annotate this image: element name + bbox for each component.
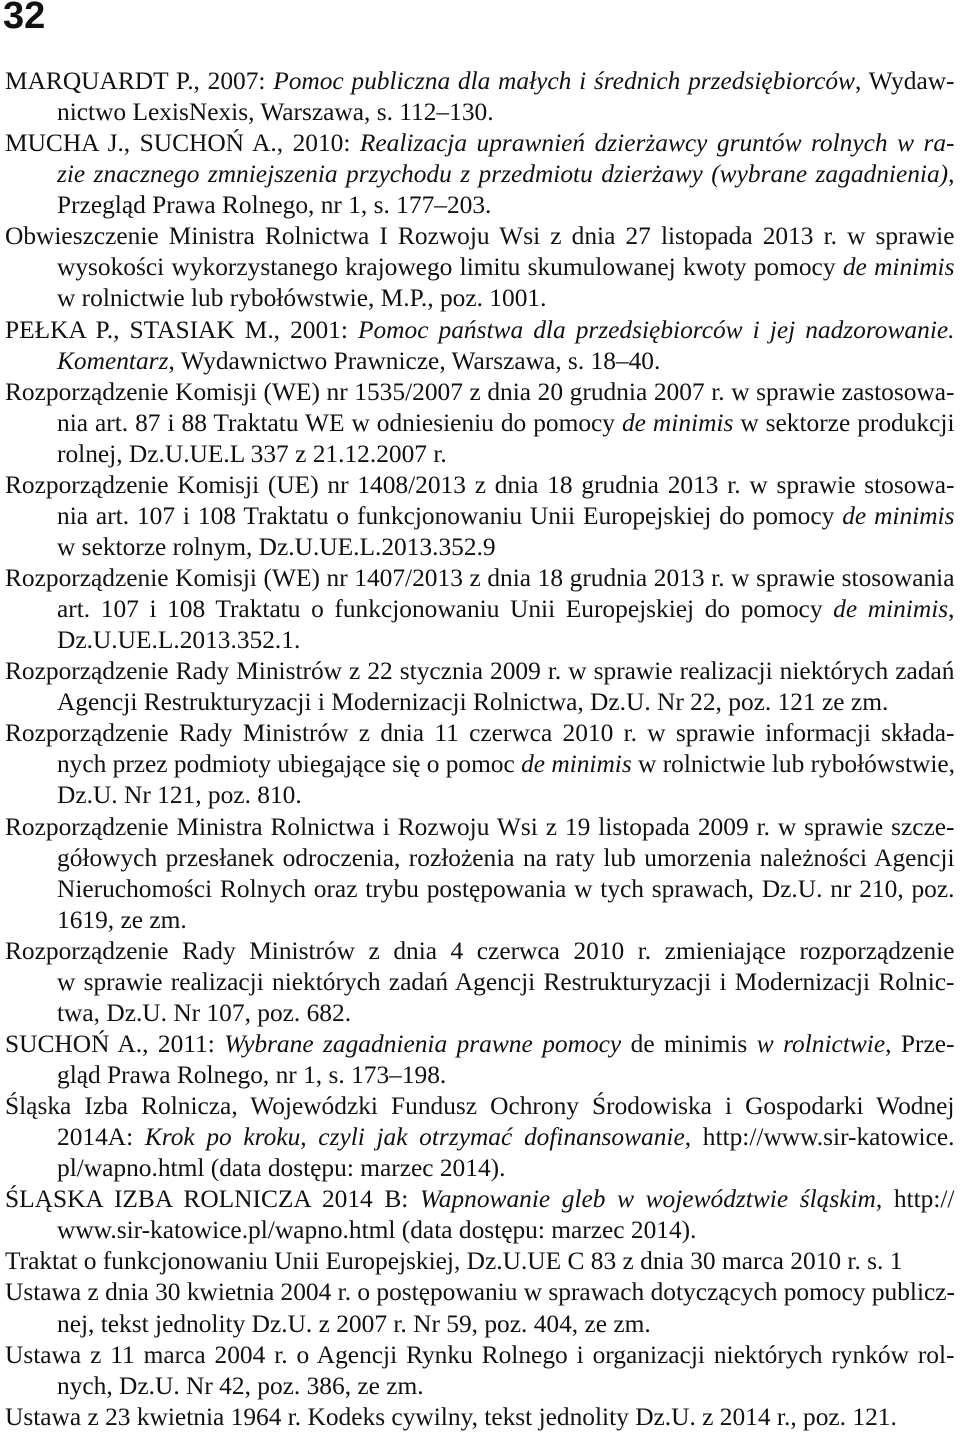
reference-text: nych przez podmioty ubiegające się o pomoc: [57, 750, 522, 779]
reference-line: [5, 967, 955, 998]
reference-line: [5, 1309, 955, 1340]
reference-line-text: [5, 377, 955, 408]
reference-text: MUCHA J., SUCHOŃ A., 2010:: [5, 129, 360, 158]
reference-line-text: [57, 1309, 651, 1340]
reference-italic-text: de minimis: [521, 750, 632, 779]
reference-line-text: [5, 1091, 955, 1122]
reference-text: twa, Dz.U. Nr 107, poz. 682.: [57, 998, 352, 1027]
reference-line-text: [5, 812, 955, 843]
reference-line: [5, 1122, 955, 1153]
reference-line-text: [5, 1340, 955, 1371]
reference-text: ŚLĄSKA IZBA ROLNICZA 2014 B:: [5, 1185, 420, 1214]
reference-line: [5, 1060, 955, 1091]
reference-line-text: [57, 1371, 424, 1402]
reference-text: Rozporządzenie Rady Ministrów z dnia 4 czerwca 2010 r. zmieniające rozporządzenie: [5, 936, 955, 965]
reference-text: nej, tekst jednolity Dz.U. z 2007 r. Nr 59, poz. 404, ze zm.: [57, 1309, 651, 1338]
reference-line-text: [57, 594, 955, 625]
bibliography: [5, 66, 955, 1433]
reference-line-text: [57, 532, 496, 563]
reference-entry: [5, 470, 955, 563]
reference-line: [5, 812, 955, 843]
reference-line: [5, 1340, 955, 1371]
reference-line-text: [57, 1122, 954, 1153]
reference-line-text: [57, 501, 954, 532]
reference-line-text: [5, 718, 955, 749]
reference-entry: [5, 656, 955, 718]
reference-line-text: [57, 843, 955, 874]
reference-text: nych, Dz.U. Nr 42, poz. 386, ze zm.: [57, 1371, 424, 1400]
reference-text: Rozporządzenie Komisji (WE) nr 1407/2013 z dnia 18 grudnia 2013 r. w sprawie stosowania: [5, 564, 955, 592]
reference-line: [5, 625, 955, 656]
reference-text: Traktat o funkcjonowaniu Unii Europejskiej, Dz.U.UE C 83 z dnia 30 marca 2010 r. s. 1: [5, 1247, 903, 1276]
reference-text: w rolnictwie lub rybołówstwie,: [631, 750, 955, 779]
reference-text: rolnej, Dz.U.UE.L 337 z 21.12.2007 r.: [57, 439, 447, 468]
reference-text: w sektorze produkcji: [733, 408, 955, 437]
reference-line: [5, 1091, 955, 1122]
reference-line: [5, 1371, 955, 1402]
reference-text: PEŁKA P., STASIAK M., 2001:: [5, 315, 358, 344]
reference-line-text: [57, 625, 300, 656]
reference-text: nictwo LexisNexis, Warszawa, s. 112–130.: [57, 98, 494, 127]
reference-text: gółowych przesłanek odroczenia, rozłożenia na raty lub umorzenia należności Agencji: [57, 843, 955, 872]
reference-text: , Wydaw-: [855, 67, 955, 95]
reference-italic-text: w rolnictwie: [756, 1029, 886, 1058]
reference-italic-text: de minimis: [621, 408, 734, 437]
reference-line: [5, 1277, 955, 1308]
reference-text: Rozporządzenie Rady Ministrów z dnia 11 czerwca 2010 r. w sprawie informacji składa-: [5, 719, 955, 748]
reference-text: Śląska Izba Rolnicza, Wojewódzki Fundusz Ochrony Środowiska i Gospodarki Wodnej: [5, 1092, 955, 1121]
reference-text: Ustawa z 11 marca 2004 r. o Agencji Rynku Rolnego i organizacji niektórych rynków rol-: [5, 1340, 955, 1369]
reference-entry: [5, 1029, 955, 1091]
reference-entry: [5, 128, 955, 221]
reference-line-text: [57, 749, 955, 780]
reference-entry: [5, 66, 955, 128]
reference-italic-text: Wybrane zagadnienia prawne pomocy: [224, 1029, 622, 1058]
reference-line-text: [5, 1029, 955, 1060]
reference-italic-text: zie znacznego zmniejszenia przychodu z przedmiotu dzierżawy (wybrane zagadnienia): [57, 160, 949, 189]
reference-line: [5, 501, 955, 532]
reference-entry: [5, 221, 955, 314]
reference-text: w sektorze rolnym, Dz.U.UE.L.2013.352.9: [57, 532, 496, 561]
reference-text: w rolnictwie lub rybołówstwie, M.P., poz. 1001.: [57, 284, 547, 313]
reference-line: [5, 656, 955, 687]
reference-line-text: [57, 159, 955, 190]
reference-entry: [5, 315, 955, 377]
reference-line-text: [5, 1246, 902, 1277]
reference-line: [5, 190, 955, 221]
reference-italic-text: Krok po kroku, czyli jak otrzymać dofinansowanie: [144, 1123, 685, 1152]
reference-line: [5, 532, 955, 563]
reference-italic-text: de minimis: [842, 501, 955, 530]
reference-text: , Prze-: [885, 1029, 955, 1058]
reference-line: [5, 905, 955, 936]
reference-text: Rozporządzenie Komisji (WE) nr 1535/2007 z dnia 20 grudnia 2007 r. w sprawie zastosowa-: [5, 377, 955, 406]
reference-text: w sprawie realizacji niektórych zadań Agencji Restrukturyzacji i Modernizacji Rolnic-: [57, 967, 955, 996]
reference-entry: [5, 1184, 955, 1246]
reference-line-text: [57, 1153, 505, 1184]
reference-line-text: [57, 439, 447, 470]
reference-line: [5, 1029, 955, 1060]
reference-line-text: [57, 408, 955, 439]
reference-italic-text: Pomoc państwa dla przedsiębiorców i jej nadzorowanie.: [357, 315, 955, 344]
reference-line: [5, 780, 955, 811]
reference-line: [5, 346, 955, 377]
reference-italic-text: Komentarz: [57, 346, 169, 375]
reference-line: [5, 315, 955, 346]
reference-entry: [5, 936, 955, 1029]
reference-line-text: [5, 563, 955, 594]
reference-line: [5, 439, 955, 470]
reference-line-text: [5, 221, 955, 252]
reference-line-text: [57, 1060, 446, 1091]
reference-line: [5, 377, 955, 408]
reference-text: de minimis: [621, 1029, 757, 1058]
reference-line: [5, 159, 955, 190]
reference-line-text: [57, 252, 955, 283]
reference-line: [5, 749, 955, 780]
reference-line-text: [57, 190, 491, 221]
reference-italic-text: Pomoc publiczna dla małych i średnich przedsiębiorców: [273, 67, 855, 95]
reference-line-text: [5, 656, 955, 687]
reference-text: Agencji Restrukturyzacji i Modernizacji Rolnictwa, Dz.U. Nr 22, poz. 121 ze zm.: [57, 688, 889, 717]
reference-text: Dz.U. Nr 121, poz. 810.: [57, 781, 302, 810]
reference-italic-text: Realizacja uprawnień dzierżawcy gruntów rolnych w ra-: [359, 129, 955, 158]
reference-text: Rozporządzenie Komisji (UE) nr 1408/2013 z dnia 18 grudnia 2013 r. w sprawie stosowa-: [5, 470, 955, 499]
reference-text: MARQUARDT P., 2007:: [5, 67, 274, 95]
reference-text: Rozporządzenie Ministra Rolnictwa i Rozwoju Wsi z 19 listopada 2009 r. w sprawie szcze-: [5, 812, 955, 841]
reference-text: , Wydawnictwo Prawnicze, Warszawa, s. 18–40.: [168, 346, 661, 375]
reference-text: SUCHOŃ A., 2011:: [5, 1029, 225, 1058]
reference-line: [5, 998, 955, 1029]
reference-line: [5, 283, 955, 314]
reference-line: [5, 470, 955, 501]
reference-text: gląd Prawa Rolnego, nr 1, s. 173–198.: [57, 1061, 447, 1089]
reference-entry: [5, 377, 955, 470]
page-number: 32: [3, 0, 46, 37]
reference-line-text: [57, 905, 187, 936]
reference-line-text: [5, 1277, 955, 1308]
reference-line: [5, 1402, 955, 1433]
reference-line: [5, 843, 955, 874]
reference-text: Nieruchomości Rolnych oraz trybu postępowania w tych sprawach, Dz.U. nr 210, poz.: [57, 874, 955, 903]
reference-line-text: [5, 936, 955, 967]
reference-line-text: [57, 346, 660, 377]
reference-entry: [5, 718, 955, 811]
reference-line-text: [5, 1402, 897, 1433]
reference-line: [5, 687, 955, 718]
reference-line-text: [57, 97, 494, 128]
reference-line: [5, 221, 955, 252]
reference-text: Ustawa z dnia 30 kwietnia 2004 r. o postępowaniu w sprawach dotyczących pomocy publicz-: [5, 1278, 955, 1307]
reference-text: Rozporządzenie Rady Ministrów z 22 stycznia 2009 r. w sprawie realizacji niektórych zadań: [5, 657, 955, 686]
reference-line-text: [5, 1184, 955, 1215]
reference-entry: [5, 1402, 955, 1433]
reference-entry: [5, 1091, 955, 1184]
reference-entry: [5, 1246, 955, 1277]
reference-text: Przegląd Prawa Rolnego, nr 1, s. 177–203.: [57, 191, 492, 220]
reference-text: , http://: [875, 1185, 955, 1214]
reference-line-text: [5, 315, 955, 346]
reference-text: wysokości wykorzystanego krajowego limitu skumulowanej kwoty pomocy: [57, 253, 843, 282]
reference-text: 2014A:: [57, 1123, 145, 1152]
reference-text: 1619, ze zm.: [57, 905, 187, 934]
reference-entry: [5, 563, 955, 656]
reference-line: [5, 1153, 955, 1184]
reference-line: [5, 408, 955, 439]
reference-line: [5, 594, 955, 625]
reference-entry: [5, 1340, 955, 1402]
reference-line: [5, 1184, 955, 1215]
reference-line-text: [57, 283, 546, 314]
reference-text: Obwieszczenie Ministra Rolnictwa I Rozwoju Wsi z dnia 27 listopada 2013 r. w sprawie: [5, 222, 955, 251]
reference-text: nia art. 107 i 108 Traktatu o funkcjonowaniu Unii Europejskiej do pomocy: [57, 501, 843, 530]
reference-text: nia art. 87 i 88 Traktatu WE w odniesieniu do pomocy: [57, 408, 622, 437]
reference-line: [5, 1246, 955, 1277]
reference-line-text: [5, 128, 955, 159]
reference-text: pl/wapno.html (data dostępu: marzec 2014).: [57, 1154, 506, 1183]
reference-line-text: [57, 998, 351, 1029]
reference-text: , http://www.sir-katowice.: [684, 1123, 955, 1152]
reference-text: ,: [948, 595, 955, 624]
reference-line: [5, 128, 955, 159]
reference-text: ,: [948, 160, 955, 189]
reference-line: [5, 718, 955, 749]
reference-line-text: [5, 470, 955, 501]
reference-text: Ustawa z 23 kwietnia 1964 r. Kodeks cywilny, tekst jednolity Dz.U. z 2014 r., poz. 121.: [5, 1402, 897, 1431]
reference-text: art. 107 i 108 Traktatu o funkcjonowaniu Unii Europejskiej do pomocy: [57, 595, 834, 624]
reference-line-text: [57, 1215, 696, 1246]
reference-italic-text: Wapnowanie gleb w województwie śląskim: [419, 1185, 876, 1214]
reference-text: Dz.U.UE.L.2013.352.1.: [57, 626, 301, 655]
reference-line: [5, 97, 955, 128]
reference-italic-text: de minimis: [833, 595, 949, 624]
reference-line-text: [57, 874, 955, 905]
reference-line: [5, 563, 955, 594]
reference-line: [5, 936, 955, 967]
reference-line-text: [57, 780, 302, 811]
reference-line: [5, 66, 955, 97]
reference-entry: [5, 1277, 955, 1339]
reference-line: [5, 252, 955, 283]
reference-line-text: [5, 66, 955, 97]
reference-italic-text: de minimis: [842, 253, 955, 282]
reference-entry: [5, 812, 955, 936]
reference-line-text: [57, 967, 955, 998]
reference-text: www.sir-katowice.pl/wapno.html (data dostępu: marzec 2014).: [57, 1216, 697, 1245]
reference-line: [5, 1215, 955, 1246]
reference-line-text: [57, 687, 888, 718]
reference-line: [5, 874, 955, 905]
